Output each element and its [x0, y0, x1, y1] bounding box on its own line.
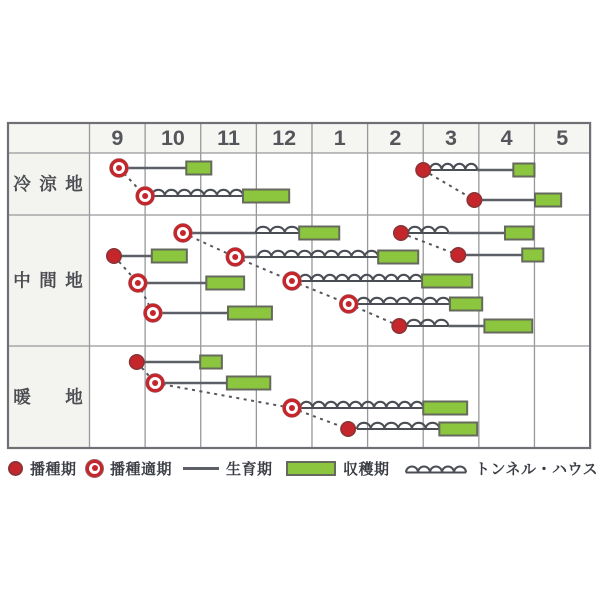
- harvest-bar: [186, 162, 211, 175]
- month-label: 1: [333, 126, 346, 150]
- harvest-bar-icon: [286, 461, 336, 476]
- optimal-sowing-dot-core: [346, 301, 352, 307]
- legend-label: 播種期: [30, 460, 77, 478]
- month-label: 2: [389, 126, 402, 150]
- harvest-bar: [484, 320, 532, 333]
- growth-line-icon: [183, 467, 219, 470]
- month-label: 11: [217, 126, 240, 150]
- legend-item-growth: [183, 455, 273, 481]
- optimal-sowing-dot-core: [289, 278, 295, 284]
- sowing-dot: [107, 249, 121, 263]
- month-label: 12: [272, 126, 297, 150]
- region-label: 地: [65, 270, 83, 291]
- region-label: 中: [13, 270, 31, 291]
- sowing-dot: [130, 355, 144, 369]
- region-label: 地: [65, 174, 83, 194]
- harvest-bar: [200, 356, 222, 369]
- month-label: 3: [445, 126, 458, 150]
- harvest-bar: [513, 164, 534, 177]
- tunnel-icon: [404, 462, 468, 475]
- harvest-bar: [505, 227, 533, 240]
- sowing-dot: [467, 193, 481, 207]
- harvest-bar: [243, 190, 289, 203]
- harvest-bar: [535, 194, 561, 207]
- harvest-bar: [423, 402, 467, 415]
- region-label: 暖: [13, 387, 31, 407]
- legend-label: 生育期: [226, 460, 273, 478]
- month-label: 5: [556, 126, 569, 150]
- legend-item-tunnel: [404, 455, 598, 481]
- harvest-bar: [206, 277, 244, 290]
- legend-item-sowing: [8, 455, 77, 481]
- harvest-bar: [522, 249, 543, 262]
- legend-label: 収穫期: [343, 460, 390, 478]
- month-label: 9: [111, 126, 124, 150]
- region-label: 地: [65, 387, 83, 407]
- connector-dash: [423, 170, 474, 200]
- legend-item-harvest: [286, 455, 390, 481]
- optimal-sowing-dot-core: [150, 310, 156, 316]
- region-label: 涼: [39, 174, 57, 194]
- harvest-bar: [422, 275, 472, 288]
- optimal-sowing-dot-core: [142, 193, 148, 199]
- harvest-bar: [378, 251, 418, 264]
- optimal-sowing-dot-core: [180, 230, 186, 236]
- region-label: 間: [39, 270, 57, 291]
- sowing-dot: [451, 248, 465, 262]
- harvest-bar: [228, 307, 272, 320]
- harvest-bar: [439, 423, 477, 436]
- sowing-dot: [416, 163, 430, 177]
- optimal-sowing-dot-core: [116, 165, 122, 171]
- harvest-bar: [299, 227, 339, 240]
- region-label: 冷: [13, 174, 31, 194]
- legend-label: トンネル・ハウス: [475, 460, 599, 478]
- legend-item-optimal-sowing: [86, 455, 172, 481]
- sowing-dot: [392, 319, 406, 333]
- harvest-bar: [450, 298, 482, 311]
- month-label: 4: [500, 126, 513, 150]
- legend-label: 播種適期: [110, 460, 173, 478]
- optimal-sowing-dot-icon: [86, 460, 103, 477]
- connector-dash: [155, 383, 292, 408]
- optimal-sowing-dot-core: [289, 405, 295, 411]
- month-label: 10: [160, 126, 185, 150]
- harvest-bar: [227, 377, 270, 390]
- optimal-sowing-dot-core: [135, 280, 141, 286]
- sowing-dot: [394, 226, 408, 240]
- optimal-sowing-dot-core: [232, 254, 238, 260]
- sowing-dot-icon: [8, 461, 23, 476]
- sowing-dot: [341, 422, 355, 436]
- optimal-sowing-dot-core: [152, 380, 158, 386]
- legend: [0, 455, 601, 481]
- harvest-bar: [152, 250, 187, 263]
